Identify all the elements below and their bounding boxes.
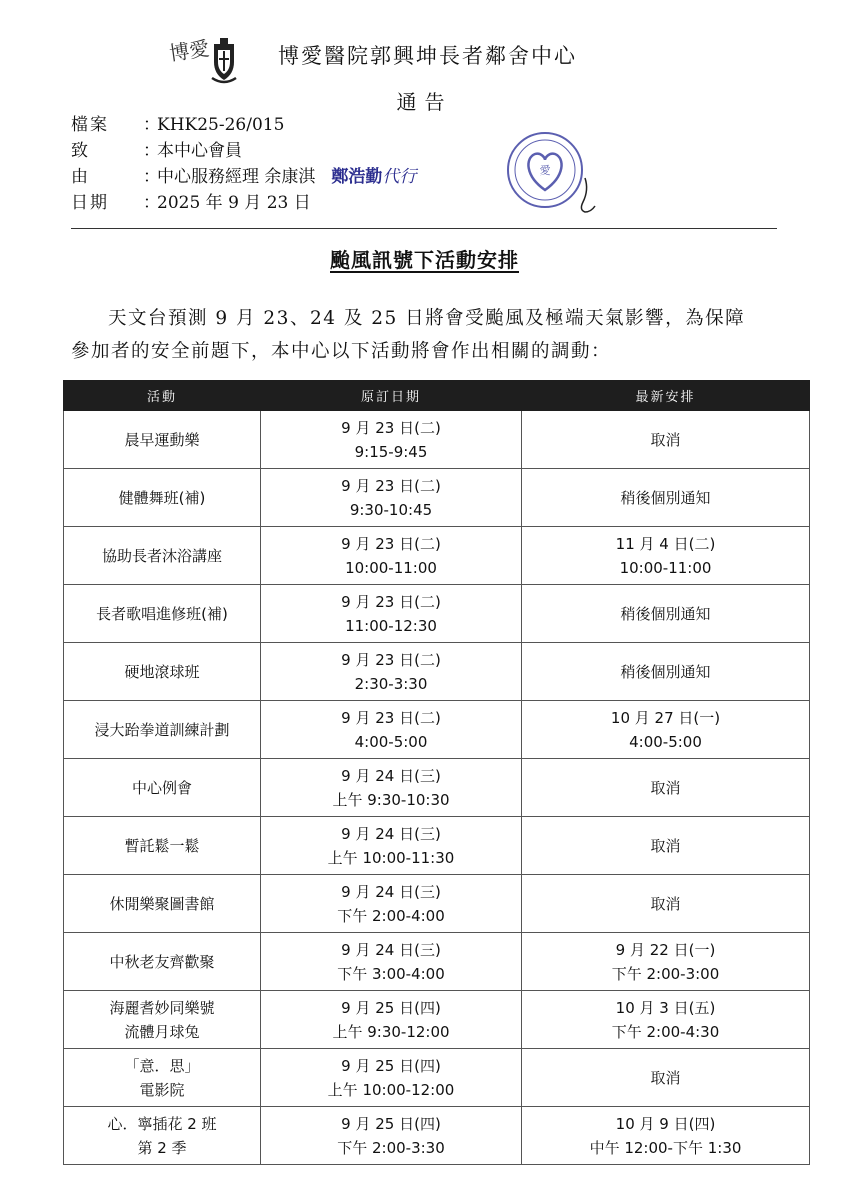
svg-text:愛: 愛 bbox=[539, 164, 551, 177]
meta-label: 致 bbox=[71, 141, 90, 161]
latest-arrangement-cell bbox=[522, 1107, 810, 1165]
latest-arrangement-cell-line: 9 月 22 日(一) bbox=[615, 940, 716, 959]
latest-arrangement-cell bbox=[522, 875, 810, 933]
table-row bbox=[64, 933, 810, 991]
original-date-cell-line: 9 月 25 日(四) bbox=[341, 998, 441, 1017]
original-date-cell bbox=[261, 469, 522, 527]
original-date-cell-line: 9 月 23 日(二) bbox=[341, 534, 441, 553]
intro-line: 天文台預測 9 月 23、24 及 25 日將會受颱風及極端天氣影響，為保障 bbox=[108, 308, 746, 329]
latest-arrangement-cell bbox=[522, 759, 810, 817]
activity-cell-line: 晨早運動樂 bbox=[124, 430, 200, 449]
activity-cell-line: 硬地滾球班 bbox=[124, 662, 200, 681]
official-seal-stamp bbox=[505, 130, 585, 210]
original-date-cell bbox=[261, 1107, 522, 1165]
table-header-row bbox=[64, 381, 810, 411]
column-header-activity: 活動 bbox=[64, 381, 261, 411]
activity-cell-line: 「意．思」 bbox=[124, 1056, 200, 1075]
latest-arrangement-cell-line: 稍後個別通知 bbox=[620, 488, 711, 507]
latest-arrangement-cell-line: 取消 bbox=[650, 430, 681, 449]
original-date-cell bbox=[261, 1049, 522, 1107]
subject-text: 颱風訊號下活動安排 bbox=[330, 248, 519, 272]
meta-value: KHK25-26/015 bbox=[157, 115, 285, 135]
activity-cell-line: 第 2 季 bbox=[137, 1138, 187, 1157]
meta-to-row bbox=[71, 138, 511, 164]
activity-cell bbox=[64, 875, 261, 933]
original-date-cell-line: 上午 10:00-12:00 bbox=[327, 1080, 455, 1099]
activity-cell bbox=[64, 527, 261, 585]
latest-arrangement-cell bbox=[522, 1049, 810, 1107]
table-row bbox=[64, 469, 810, 527]
original-date-cell-line: 9 月 23 日(二) bbox=[341, 708, 441, 727]
latest-arrangement-cell bbox=[522, 817, 810, 875]
activity-cell bbox=[64, 817, 261, 875]
activity-cell bbox=[64, 759, 261, 817]
table-row bbox=[64, 817, 810, 875]
signature-name: 鄭浩勤 bbox=[331, 167, 383, 187]
handwritten-initial-icon bbox=[577, 176, 599, 216]
original-date-cell-line: 下午 3:00-4:00 bbox=[337, 964, 445, 983]
original-date-cell-line: 下午 2:00-4:00 bbox=[337, 906, 445, 925]
meta-value: 中心服務經理 余康淇 bbox=[157, 167, 316, 187]
original-date-cell-line: 11:00-12:30 bbox=[345, 616, 437, 635]
original-date-cell bbox=[261, 759, 522, 817]
table-row bbox=[64, 1107, 810, 1165]
intro-paragraph bbox=[71, 302, 811, 368]
original-date-cell-line: 9 月 23 日(二) bbox=[341, 476, 441, 495]
latest-arrangement-cell-line: 10:00-11:00 bbox=[619, 558, 712, 577]
original-date-cell-line: 9 月 24 日(三) bbox=[341, 766, 441, 785]
activity-cell bbox=[64, 933, 261, 991]
notice-title: 通告 bbox=[396, 90, 453, 114]
table-row bbox=[64, 875, 810, 933]
meta-colon: ： bbox=[143, 167, 160, 187]
activity-cell-line: 協助長者沐浴講座 bbox=[101, 546, 222, 565]
meta-colon: ： bbox=[143, 115, 160, 135]
activity-cell-line: 暫託鬆一鬆 bbox=[124, 836, 200, 855]
original-date-cell-line: 9 月 23 日(二) bbox=[341, 650, 441, 669]
latest-arrangement-cell bbox=[522, 585, 810, 643]
latest-arrangement-cell-line: 取消 bbox=[650, 894, 681, 913]
meta-label: 由 bbox=[71, 167, 90, 187]
original-date-cell-line: 9 月 24 日(三) bbox=[341, 882, 441, 901]
header-divider bbox=[71, 228, 777, 229]
original-date-cell-line: 9 月 25 日(四) bbox=[341, 1114, 441, 1133]
latest-arrangement-cell-line: 10 月 3 日(五) bbox=[615, 998, 716, 1017]
latest-arrangement-cell-line: 下午 2:00-4:30 bbox=[611, 1022, 720, 1041]
original-date-cell-line: 上午 9:30-12:00 bbox=[332, 1022, 450, 1041]
activity-cell-line: 長者歌唱進修班(補) bbox=[96, 604, 228, 623]
latest-arrangement-cell-line: 10 月 9 日(四) bbox=[615, 1114, 716, 1133]
crest-icon bbox=[212, 38, 236, 82]
meta-file-row bbox=[71, 112, 511, 138]
activity-cell bbox=[64, 701, 261, 759]
original-date-cell-line: 10:00-11:00 bbox=[345, 558, 437, 577]
activity-cell-line: 海麗耆妙同樂號 bbox=[109, 998, 215, 1017]
latest-arrangement-cell-line: 稍後個別通知 bbox=[620, 604, 711, 623]
activity-cell-line: 心．寧插花 2 班 bbox=[107, 1114, 217, 1133]
latest-arrangement-cell bbox=[522, 643, 810, 701]
latest-arrangement-cell-line: 4:00-5:00 bbox=[629, 732, 702, 751]
activity-cell-line: 健體舞班(補) bbox=[118, 488, 206, 507]
handwritten-signature bbox=[331, 164, 416, 190]
original-date-cell bbox=[261, 701, 522, 759]
activity-cell-line: 浸大跆拳道訓練計劃 bbox=[94, 720, 230, 739]
original-date-cell-line: 上午 10:00-11:30 bbox=[327, 848, 455, 867]
table-row bbox=[64, 991, 810, 1049]
latest-arrangement-cell-line: 中午 12:00-下午 1:30 bbox=[589, 1138, 742, 1157]
original-date-cell bbox=[261, 875, 522, 933]
notice-meta bbox=[71, 112, 511, 216]
original-date-cell-line: 9 月 24 日(三) bbox=[341, 940, 441, 959]
latest-arrangement-cell-line: 稍後個別通知 bbox=[620, 662, 711, 681]
activity-cell-line: 電影院 bbox=[139, 1080, 185, 1099]
meta-from-row bbox=[71, 164, 511, 190]
original-date-cell-line: 9 月 24 日(三) bbox=[341, 824, 441, 843]
organization-logo bbox=[168, 36, 244, 88]
meta-label: 檔案 bbox=[71, 115, 109, 135]
original-date-cell-line: 2:30-3:30 bbox=[354, 674, 428, 693]
notice-subject bbox=[0, 244, 849, 273]
activity-cell-line: 休閒樂聚圖書館 bbox=[109, 894, 215, 913]
meta-colon: ： bbox=[143, 193, 160, 213]
latest-arrangement-cell-line: 取消 bbox=[650, 778, 681, 797]
activity-cell bbox=[64, 411, 261, 469]
table-row bbox=[64, 411, 810, 469]
latest-arrangement-cell bbox=[522, 991, 810, 1049]
latest-arrangement-cell-line: 取消 bbox=[650, 1068, 681, 1087]
activity-cell-line: 中心例會 bbox=[131, 778, 192, 797]
latest-arrangement-cell-line: 11 月 4 日(二) bbox=[615, 534, 716, 553]
activity-cell bbox=[64, 1049, 261, 1107]
activity-cell bbox=[64, 1107, 261, 1165]
activity-cell bbox=[64, 469, 261, 527]
latest-arrangement-cell bbox=[522, 527, 810, 585]
table-body bbox=[64, 411, 810, 1165]
original-date-cell bbox=[261, 933, 522, 991]
original-date-cell-line: 上午 9:30-10:30 bbox=[332, 790, 450, 809]
meta-date-row bbox=[71, 190, 511, 216]
original-date-cell-line: 9:15-9:45 bbox=[354, 442, 428, 461]
table-row bbox=[64, 1049, 810, 1107]
latest-arrangement-cell bbox=[522, 933, 810, 991]
intro-line: 參加者的安全前題下，本中心以下活動將會作出相關的調動： bbox=[71, 341, 612, 362]
activity-cell-line: 中秋老友齊歡聚 bbox=[109, 952, 215, 971]
original-date-cell bbox=[261, 643, 522, 701]
original-date-cell bbox=[261, 527, 522, 585]
activity-schedule-table bbox=[63, 380, 810, 1165]
table-row bbox=[64, 759, 810, 817]
activity-cell-line: 流體月球兔 bbox=[124, 1022, 200, 1041]
original-date-cell bbox=[261, 411, 522, 469]
logo-text: 博愛 bbox=[168, 36, 211, 66]
activity-cell bbox=[64, 643, 261, 701]
table-row bbox=[64, 643, 810, 701]
latest-arrangement-cell-line: 下午 2:00-3:00 bbox=[611, 964, 720, 983]
original-date-cell-line: 下午 2:00-3:30 bbox=[337, 1138, 445, 1157]
table-row bbox=[64, 527, 810, 585]
latest-arrangement-cell bbox=[522, 411, 810, 469]
activity-cell bbox=[64, 991, 261, 1049]
table-row bbox=[64, 585, 810, 643]
original-date-cell-line: 4:00-5:00 bbox=[354, 732, 428, 751]
meta-colon: ： bbox=[143, 141, 160, 161]
original-date-cell-line: 9:30-10:45 bbox=[349, 500, 433, 519]
meta-value: 本中心會員 bbox=[157, 141, 242, 161]
column-header-latest-arrangement: 最新安排 bbox=[522, 381, 810, 411]
latest-arrangement-cell bbox=[522, 469, 810, 527]
latest-arrangement-cell bbox=[522, 701, 810, 759]
organization-name: 博愛醫院郭興坤長者鄰舍中心 bbox=[278, 44, 577, 68]
signature-tail: 代行 bbox=[382, 167, 417, 187]
latest-arrangement-cell-line: 10 月 27 日(一) bbox=[610, 708, 721, 727]
original-date-cell bbox=[261, 991, 522, 1049]
table-row bbox=[64, 701, 810, 759]
original-date-cell bbox=[261, 817, 522, 875]
original-date-cell-line: 9 月 23 日(二) bbox=[341, 418, 441, 437]
latest-arrangement-cell-line: 取消 bbox=[650, 836, 681, 855]
original-date-cell-line: 9 月 25 日(四) bbox=[341, 1056, 441, 1075]
original-date-cell-line: 9 月 23 日(二) bbox=[341, 592, 441, 611]
activity-cell bbox=[64, 585, 261, 643]
column-header-original-date: 原訂日期 bbox=[261, 381, 522, 411]
meta-label: 日期 bbox=[71, 193, 109, 213]
original-date-cell bbox=[261, 585, 522, 643]
meta-value: 2025 年 9 月 23 日 bbox=[157, 193, 311, 213]
